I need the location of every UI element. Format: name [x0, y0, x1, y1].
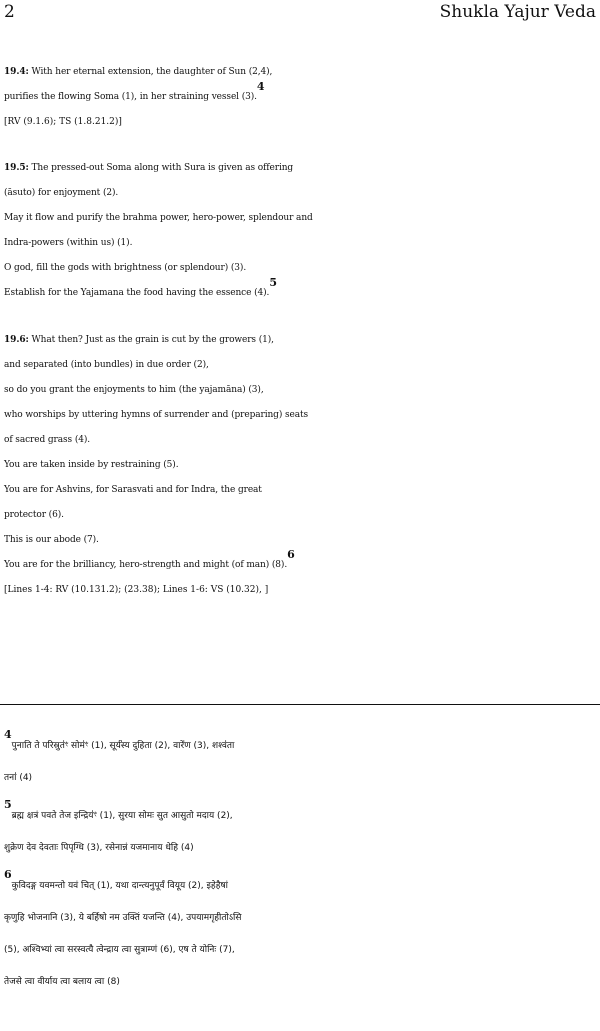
verse-text: and separated (into bundles) in due order (2), — [4, 360, 209, 370]
footnote-marker: 4 — [4, 728, 12, 741]
verse-text: who worships by uttering hymns of surrender and (preparing) seats — [4, 410, 309, 420]
verse-reference — [4, 110, 600, 134]
sanskrit-text: कुविदङ्ग यवमन्तो यवं चित् (1), यथा दान्त्यनुपूर्वं वियूय (2), इहेहैषां — [11, 881, 229, 891]
verse-line — [4, 328, 600, 353]
verse-text: [Lines 1-4: RV (10.131.2); (23.38); Lines 1-6: VS (10.32), ] — [4, 585, 269, 595]
running-head: Shukla Yajur Veda — [439, 2, 596, 22]
verse-line — [4, 80, 600, 110]
sanskrit-line — [4, 832, 600, 864]
verse-text: You are taken inside by restraining (5). — [4, 460, 179, 470]
verse-line — [4, 548, 600, 578]
sanskrit-text: तेजसे त्वा वीर्याय त्वा बलाय त्वा (8) — [4, 977, 120, 987]
verse-line — [4, 276, 600, 306]
verse-text: purifies the flowing Soma (1), in her straining vessel (3). — [4, 92, 257, 102]
verse-text: With her eternal extension, the daughter of Sun (2,4), — [31, 67, 273, 77]
verse-text: You are for Ashvins, for Sarasvati and for Indra, the great — [4, 485, 262, 495]
verse-line — [4, 353, 600, 378]
footnote-divider — [0, 704, 600, 705]
sanskrit-line — [4, 966, 600, 998]
verse-line — [4, 378, 600, 403]
sanskrit-line — [4, 800, 600, 832]
verse-text: protector (6). — [4, 510, 64, 520]
verse-line — [4, 256, 600, 281]
sanskrit-line — [4, 762, 600, 794]
verse-text: Indra-powers (within us) (1). — [4, 238, 133, 248]
sanskrit-line — [4, 934, 600, 966]
verse-text: What then? Just as the grain is cut by the growers (1), — [31, 335, 274, 345]
footnote-block — [4, 800, 600, 864]
verse-reference — [4, 578, 600, 602]
verse-section — [4, 60, 600, 624]
sanskrit-text: (5), अश्विभ्यां त्वा सरस्वत्यै त्वेन्द्राय त्वा सुत्राम्णं (6), एष ते योनिः (7), — [4, 945, 235, 955]
verse-line — [4, 231, 600, 256]
verse-line — [4, 156, 600, 181]
verse-text: May it flow and purify the brahma power, hero-power, splendour and — [4, 213, 313, 223]
verse-line — [4, 206, 600, 231]
verse-number: 19.6: — [4, 335, 29, 345]
verse-text: You are for the brilliancy, hero-strength and might (of man) (8). — [4, 560, 288, 570]
footnote-block — [4, 870, 600, 998]
footnote-ref: 4 — [256, 80, 265, 93]
verse-line — [4, 453, 600, 478]
footnote-marker: 5 — [4, 798, 12, 811]
page-header — [0, 0, 600, 28]
verse-number: 19.4: — [4, 67, 29, 77]
sanskrit-line — [4, 730, 600, 762]
footnote-ref: 5 — [269, 276, 277, 289]
verse-text: of sacred grass (4). — [4, 435, 91, 445]
sanskrit-text: पुनाति ते परिस्रुत॑ꣳ सोम॑ꣳ (1), सूर्य॑स्य दुहिता (2), वारे॑ण (3), शश्व॑ता — [11, 741, 235, 751]
verse-line — [4, 528, 600, 553]
verse-text: O god, fill the gods with brightness (or splendour) (3). — [4, 263, 247, 273]
verse-text: [RV (9.1.6); TS (1.8.21.2)] — [4, 117, 122, 127]
sanskrit-text: ब्रह्म क्षत्रं पवते तेज इन्द्रिय॑ꣳ (1), सुरया सोमः सुत आसुतो मदाय (2), — [11, 811, 233, 821]
verse-text: (āsuto) for enjoyment (2). — [4, 188, 119, 198]
footnote-section — [4, 730, 600, 1004]
verse-line — [4, 428, 600, 453]
footnote-ref: 6 — [287, 548, 295, 561]
sanskrit-line — [4, 870, 600, 902]
page-number: 2 — [4, 2, 15, 22]
verse-line — [4, 60, 600, 85]
verse-line — [4, 503, 600, 528]
verse-text: Establish for the Yajamana the food having the essence (4). — [4, 288, 270, 298]
sanskrit-text: कृणुहि भोजनानि (3), ये बर्हिषो नम उक्तिं यजन्ति (4), उपयामगृहीतोऽसि — [4, 913, 242, 923]
footnote-block — [4, 730, 600, 794]
sanskrit-line — [4, 902, 600, 934]
footnote-marker: 6 — [4, 868, 12, 881]
verse-line — [4, 181, 600, 206]
verse-line — [4, 403, 600, 428]
verse-block — [4, 156, 600, 306]
verse-block — [4, 60, 600, 134]
sanskrit-text: तना॑ (4) — [4, 773, 33, 783]
verse-text: so do you grant the enjoyments to him (the yajamāna) (3), — [4, 385, 264, 395]
verse-number: 19.5: — [4, 163, 29, 173]
verse-text: This is our abode (7). — [4, 535, 99, 545]
sanskrit-text: शुक्रेण देव देवताः पिपृग्धि (3), रसेनान्नं यजमानाय धेहि (4) — [4, 843, 194, 853]
verse-text: The pressed-out Soma along with Sura is given as offering — [31, 163, 294, 173]
verse-block — [4, 328, 600, 602]
verse-line — [4, 478, 600, 503]
